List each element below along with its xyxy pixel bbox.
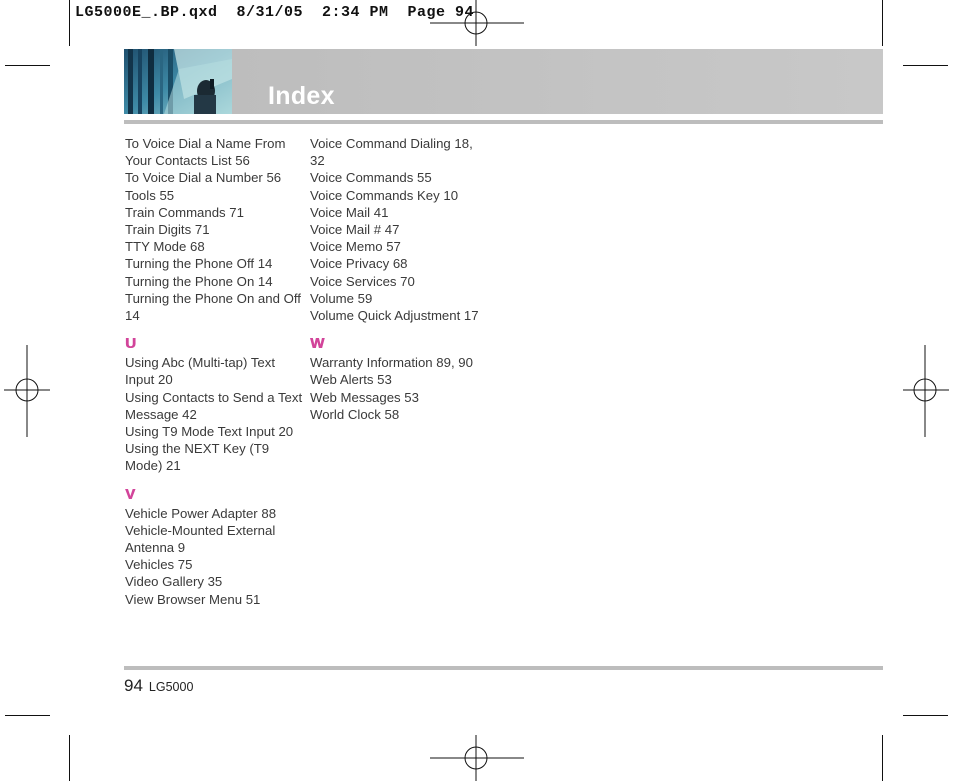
index-column-1 xyxy=(125,135,305,608)
section-letter-v: V xyxy=(125,485,137,503)
index-entry: Using the NEXT Key (T9 Mode) 21 xyxy=(125,441,270,474)
index-entry: Using Abc (Multi-tap) Text Input 20 xyxy=(125,355,275,388)
index-column-2 xyxy=(310,135,490,423)
registration-mark-icon xyxy=(430,733,524,781)
index-entry: Voice Privacy 68 xyxy=(310,256,408,272)
registration-mark-icon xyxy=(430,0,524,48)
index-entry: Voice Memo 57 xyxy=(310,239,401,255)
crop-mark xyxy=(69,0,70,46)
index-entry: Voice Mail 41 xyxy=(310,204,389,220)
index-section xyxy=(125,486,305,608)
index-entry: Volume 59 xyxy=(310,290,373,306)
index-entry: Using Contacts to Send a Text Message 42 xyxy=(125,389,303,422)
registration-mark-icon xyxy=(903,345,953,437)
crop-mark xyxy=(5,65,50,66)
page-title: Index xyxy=(268,82,335,110)
index-entry: Vehicle-Mounted External Antenna 9 xyxy=(125,522,276,556)
registration-mark-icon xyxy=(0,345,50,437)
index-entry: Warranty Information 89, 90 xyxy=(310,355,473,371)
section-letter-u: U xyxy=(125,335,137,353)
index-entry: Train Commands 71 xyxy=(125,204,244,220)
index-entry: Vehicle Power Adapter 88 xyxy=(125,505,277,521)
index-section xyxy=(310,135,490,324)
page-footer xyxy=(124,676,193,696)
crop-mark xyxy=(903,65,948,66)
index-entry: Using T9 Mode Text Input 20 xyxy=(125,424,294,440)
index-entry: Turning the Phone On and Off 14 xyxy=(125,290,301,324)
index-entry: Web Messages 53 xyxy=(310,389,419,405)
index-entry: View Browser Menu 51 xyxy=(125,591,261,607)
index-entry: Turning the Phone Off 14 xyxy=(125,256,273,272)
footer-divider xyxy=(124,666,883,670)
index-entry: TTY Mode 68 xyxy=(125,239,205,255)
index-entry: Voice Mail # 47 xyxy=(310,222,400,238)
crop-mark xyxy=(882,735,883,781)
page-number: 94 xyxy=(124,676,143,695)
index-section xyxy=(310,335,490,423)
index-entry: Voice Commands 55 xyxy=(310,170,432,186)
index-entry: Voice Commands Key 10 xyxy=(310,187,459,203)
index-entry: Voice Services 70 xyxy=(310,273,415,289)
crop-mark xyxy=(5,715,50,716)
print-slug: LG5000E_.BP.qxd 8/31/05 2:34 PM Page 94 xyxy=(75,4,475,21)
index-entry: Vehicles 75 xyxy=(125,557,193,573)
index-entry: Turning the Phone On 14 xyxy=(125,273,273,289)
index-entry: Web Alerts 53 xyxy=(310,372,392,388)
header-divider xyxy=(124,120,883,124)
crop-mark xyxy=(882,0,883,46)
crop-mark xyxy=(69,735,70,781)
index-entry: Tools 55 xyxy=(125,187,175,203)
index-section xyxy=(125,335,305,474)
index-entry: Video Gallery 35 xyxy=(125,574,223,590)
index-entry: World Clock 58 xyxy=(310,406,400,422)
phone-user-photo-icon xyxy=(124,49,232,114)
index-entry: Train Digits 71 xyxy=(125,222,210,238)
crop-mark xyxy=(903,715,948,716)
index-section xyxy=(125,135,305,324)
index-entry: Volume Quick Adjustment 17 xyxy=(310,308,479,324)
index-entry: To Voice Dial a Number 56 xyxy=(125,170,282,186)
section-letter-w: W xyxy=(310,335,326,353)
model-name: LG5000 xyxy=(148,680,194,694)
index-entry: To Voice Dial a Name From Your Contacts List 56 xyxy=(125,136,286,169)
index-entry: Voice Command Dialing 18, 32 xyxy=(310,136,473,169)
header-photo xyxy=(124,49,232,114)
